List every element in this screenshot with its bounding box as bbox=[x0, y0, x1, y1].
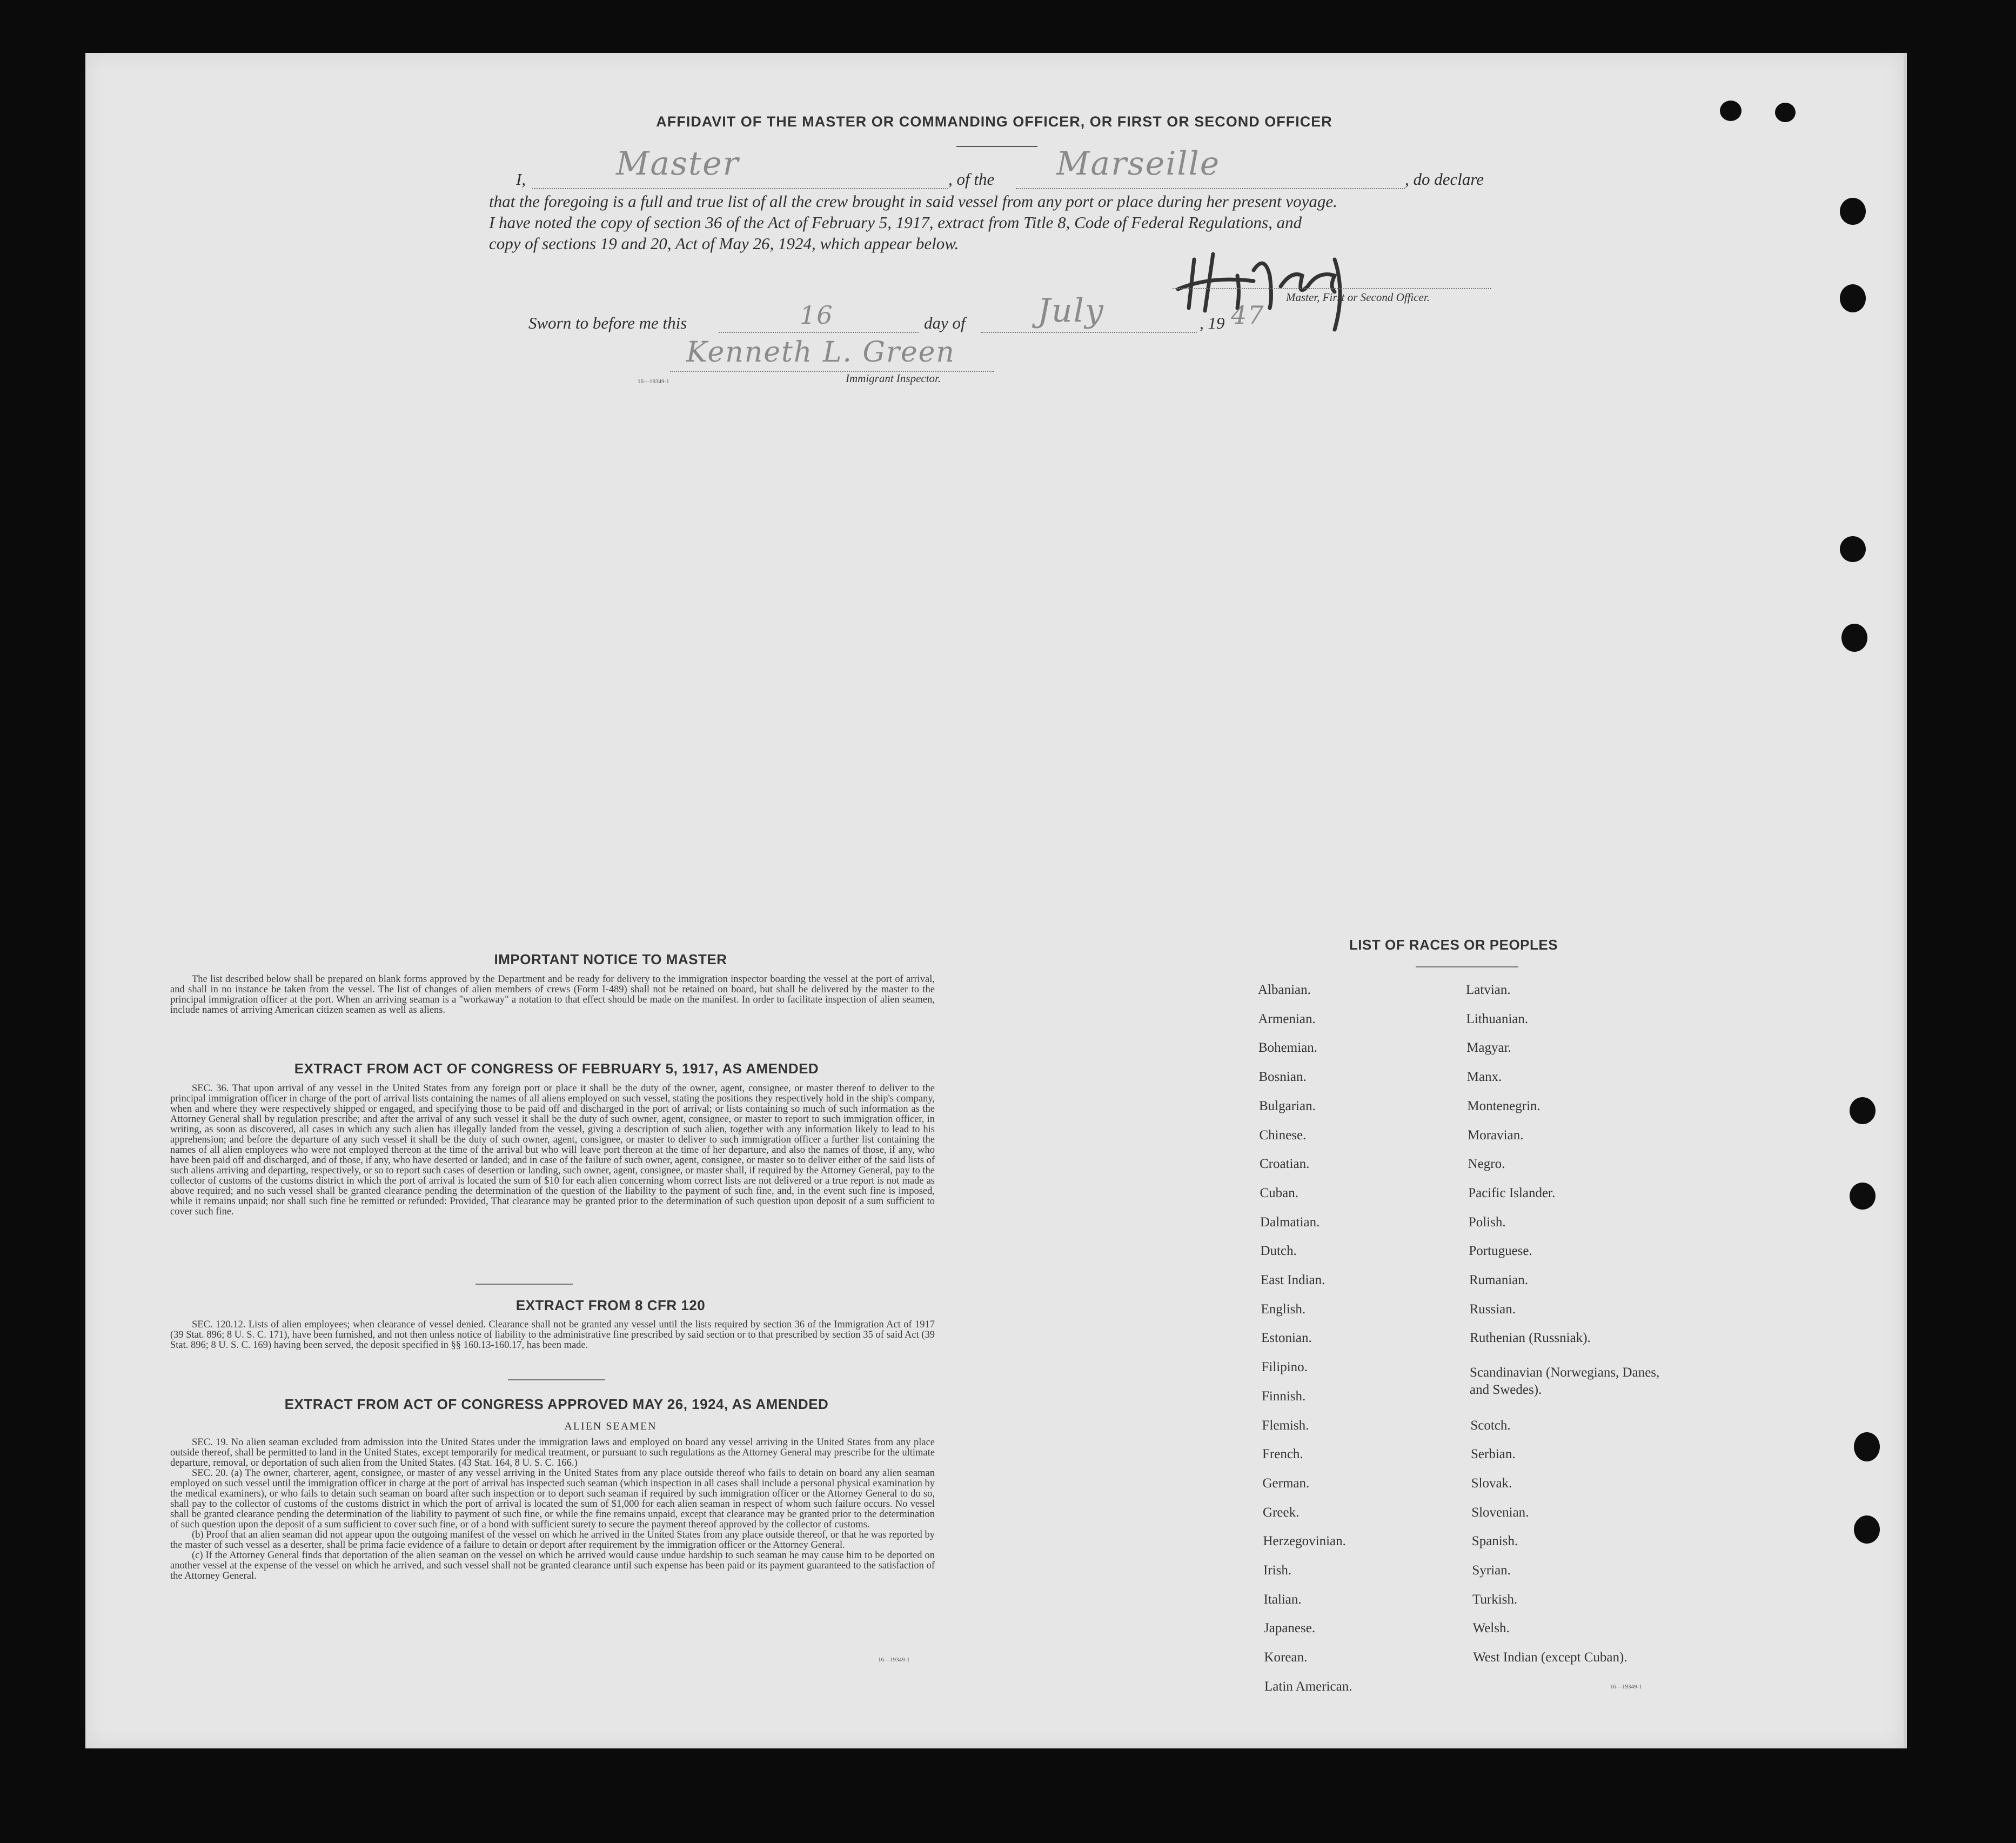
divider bbox=[508, 1379, 605, 1380]
race-item: Croatian. bbox=[1260, 1157, 1310, 1172]
race-item: Russian. bbox=[1469, 1301, 1516, 1317]
race-item: Latvian. bbox=[1466, 983, 1511, 997]
race-item: Cuban. bbox=[1260, 1185, 1299, 1200]
race-item: Bulgarian. bbox=[1259, 1098, 1316, 1113]
inspector-line bbox=[670, 371, 994, 372]
race-item: Welsh. bbox=[1472, 1621, 1510, 1636]
race-item: Moravian. bbox=[1468, 1127, 1524, 1143]
notice-body: The list described below shall be prepared on blank forms approved by the Department and be ready for delivery to the immigration inspector boarding the vessel at the port of arrival, and shall in no instance be taken from the vessel. The list of changes of alien members of crews (Form I-489) shall not be retained on board, but shall be delivered by the master to the principal immigration officer at the port. When an arriving seaman is a "workaway" a notation to that effect should be made on the manifest. In order to facilitate inspection of alien seamen, include names of arriving American citizen seamen as well as aliens. bbox=[170, 974, 935, 1016]
race-item: Bosnian. bbox=[1258, 1070, 1307, 1085]
declaration-line-4: copy of sections 19 and 20, Act of May 26, 1924, which appear below. bbox=[489, 234, 959, 253]
race-item: Italian. bbox=[1263, 1592, 1302, 1607]
sworn-year-handwritten: 47 bbox=[1231, 301, 1265, 330]
race-item: Scotch. bbox=[1470, 1418, 1511, 1433]
race-item: Lithuanian. bbox=[1466, 1011, 1529, 1026]
punch-hole bbox=[1850, 1097, 1876, 1124]
race-item: Manx. bbox=[1466, 1070, 1502, 1085]
race-item: Slovak. bbox=[1471, 1475, 1512, 1491]
declaration-prefix: I, bbox=[516, 170, 526, 189]
race-item: West Indian (except Cuban). bbox=[1473, 1650, 1627, 1665]
race-item: Estonian. bbox=[1261, 1331, 1312, 1346]
signature-caption: Master, First or Second Officer. bbox=[1286, 291, 1430, 304]
sec-20b-text: (b) Proof that an alien seaman did not appear upon the outgoing manifest of the vessel on which he arrived in the United States from any place outside thereof, or that he was reported by the master of such vessel as a deserter, shall be prima facie evidence of a failure to detain or deport after requirement by the immigration officer or the Attorney General. bbox=[170, 1530, 935, 1551]
punch-hole bbox=[1840, 198, 1866, 225]
race-item: Albanian. bbox=[1258, 983, 1311, 997]
race-item: Dutch. bbox=[1260, 1244, 1297, 1259]
race-item: Filipino. bbox=[1261, 1360, 1308, 1375]
race-item: Finnish. bbox=[1262, 1388, 1306, 1404]
race-item: Spanish. bbox=[1471, 1534, 1518, 1549]
race-item: Pacific Islander. bbox=[1468, 1185, 1556, 1200]
punch-hole bbox=[1854, 1515, 1880, 1544]
race-item: Serbian. bbox=[1471, 1447, 1516, 1462]
sworn-day-of: day of bbox=[924, 313, 966, 332]
divider bbox=[956, 146, 1037, 147]
vessel-line bbox=[1016, 188, 1405, 189]
punch-hole bbox=[1775, 103, 1796, 122]
race-item: Ruthenian (Russniak). bbox=[1470, 1331, 1591, 1346]
punch-hole bbox=[1841, 624, 1867, 652]
extract-1917-title: EXTRACT FROM ACT OF CONGRESS OF FEBRUARY 5, 1917, AS AMENDED bbox=[294, 1060, 819, 1077]
sworn-year-prefix: , 19 bbox=[1200, 313, 1225, 332]
extract-cfr-title: EXTRACT FROM 8 CFR 120 bbox=[515, 1297, 706, 1313]
declaration-line-3: I have noted the copy of section 36 of the Act of February 5, 1917, extract from Title 8, Code of Federal Regulations, and bbox=[489, 213, 1302, 232]
vessel-handwritten: Marseille bbox=[1056, 145, 1221, 183]
extract-1924-subtitle: ALIEN SEAMEN bbox=[564, 1420, 657, 1432]
race-item: Japanese. bbox=[1264, 1621, 1316, 1636]
sworn-day-handwritten: 16 bbox=[800, 301, 834, 330]
signature-line bbox=[1173, 288, 1491, 289]
race-item: Herzegovinian. bbox=[1263, 1534, 1346, 1549]
race-item: Korean. bbox=[1264, 1650, 1308, 1665]
sworn-prefix: Sworn to before me this bbox=[528, 313, 687, 332]
inspector-signature: Kenneth L. Green bbox=[686, 336, 955, 369]
race-item: Polish. bbox=[1468, 1214, 1506, 1230]
notice-title: IMPORTANT NOTICE TO MASTER bbox=[494, 951, 727, 967]
race-item: Scandinavian (Norwegians, Danes, and Swedes). bbox=[1470, 1365, 1660, 1398]
sec-20a-text: SEC. 20. (a) The owner, charterer, agent, consignee, or master of any vessel arriving in the United States from any place outside thereof who fails to detain on board any alien seaman employed on such vessel until the immigration officer in charge at the port of arrival has inspected such seaman (which inspection in all cases shall include a personal physical examination by the medical examiners), or who fails to detain such seaman on board after such inspection or to deport such seaman if required by such immigration officer or the Attorney General to do so, shall pay to the collector of customs of the customs district in which the port of arrival is located the sum of $1,000 for each alien seaman in respect of whom such failure occurs. No vessel shall be granted clearance pending the determination of the liability to payment of such fine, or while the fine remains unpaid, except that clearance may be granted prior to the determination of such question upon the deposit of a sum sufficient to cover such fine, or of a bond with sufficient surety to secure the payment thereof approved by the collector of customs. bbox=[170, 1468, 935, 1530]
declaration-line-2: that the foregoing is a full and true list of all the crew brought in said vessel from any port or place during her present voyage. bbox=[489, 192, 1337, 211]
form-number: 16—19349-1 bbox=[638, 378, 669, 385]
race-item: Negro. bbox=[1468, 1157, 1505, 1172]
master-handwritten: Master bbox=[616, 145, 740, 183]
sec-20c-text: (c) If the Attorney General finds that deportation of the alien seaman on the vessel on which he arrived would cause undue hardship to such seaman he may cause him to be deported on another vessel at the expense of the vessel on which he arrived, and such vessel shall not be granted clearance until such expense has been paid or its payment guaranteed to the satisfaction of the Attorney General. bbox=[170, 1550, 935, 1581]
race-item: Greek. bbox=[1263, 1505, 1300, 1520]
name-line bbox=[532, 188, 948, 189]
form-number: 16—19349-1 bbox=[878, 1657, 910, 1663]
inspector-caption: Immigrant Inspector. bbox=[846, 372, 941, 385]
sworn-day-line bbox=[719, 332, 919, 333]
race-item: Irish. bbox=[1263, 1563, 1292, 1578]
extract-1924-body bbox=[170, 1438, 935, 1581]
punch-hole bbox=[1854, 1432, 1880, 1461]
punch-hole bbox=[1840, 536, 1866, 562]
sec-19-text: SEC. 19. No alien seaman excluded from admission into the United States under the immigration laws and employed on board any vessel arriving in the United States from any place outside thereof, shall be permitted to land in the United States, except temporarily for medical treatment, or pursuant to such regulations as the Attorney General may prescribe for the ultimate departure, removal, or deportation of such alien from the United States. (43 Stat. 164, 8 U. S. C. 166.) bbox=[170, 1437, 935, 1468]
race-item: Turkish. bbox=[1472, 1592, 1518, 1607]
race-item: English. bbox=[1261, 1301, 1306, 1317]
race-item: Magyar. bbox=[1466, 1040, 1511, 1056]
race-item: Latin American. bbox=[1264, 1679, 1352, 1694]
extract-cfr-body: SEC. 120.12. Lists of alien employees; when clearance of vessel denied. Clearance shall not be granted any vessel until the lists required by section 36 of the Immigration Act of 1917 (39 Stat. 896; 8 U. S. C. 171), have been furnished, and not then unless notice of liability to the administrative fine prescribed by said section or to that prescribed by section 35 of said Act (39 Stat. 896; 8 U. S. C. 169) having been served, the deposit specified in §§ 160.13-160.17, has been made. bbox=[170, 1319, 935, 1351]
punch-hole bbox=[1850, 1183, 1876, 1210]
race-item: Portuguese. bbox=[1469, 1244, 1532, 1259]
races-title: LIST OF RACES OR PEOPLES bbox=[1349, 937, 1558, 953]
divider bbox=[1416, 966, 1518, 967]
race-item: Armenian. bbox=[1258, 1011, 1316, 1026]
race-item: Flemish. bbox=[1262, 1418, 1309, 1433]
sworn-month-line bbox=[981, 332, 1197, 333]
affidavit-title: AFFIDAVIT OF THE MASTER OR COMMANDING OFFICER, OR FIRST OR SECOND OFFICER bbox=[656, 113, 1332, 130]
punch-hole bbox=[1720, 101, 1742, 121]
divider bbox=[475, 1284, 573, 1285]
race-item: East Indian. bbox=[1261, 1273, 1325, 1287]
declaration-suffix: , do declare bbox=[1405, 170, 1484, 189]
form-number: 16—19349-1 bbox=[1610, 1684, 1642, 1690]
race-item: Rumanian. bbox=[1469, 1273, 1529, 1287]
extract-1924-title: EXTRACT FROM ACT OF CONGRESS APPROVED MAY 26, 1924, AS AMENDED bbox=[284, 1396, 829, 1412]
declaration-of: , of the bbox=[948, 170, 995, 189]
punch-hole bbox=[1840, 284, 1866, 312]
race-item: Montenegrin. bbox=[1467, 1098, 1541, 1113]
sworn-month-handwritten: July bbox=[1037, 292, 1104, 330]
race-item: Dalmatian. bbox=[1260, 1214, 1320, 1230]
race-item: German. bbox=[1262, 1475, 1310, 1491]
race-item: French. bbox=[1262, 1447, 1303, 1462]
race-item: Chinese. bbox=[1259, 1127, 1307, 1143]
race-item: Slovenian. bbox=[1471, 1505, 1529, 1520]
extract-1917-body: SEC. 36. That upon arrival of any vessel in the United States from any foreign port or place it shall be the duty of the owner, agent, consignee, or master thereof to deliver to the principal immigration officer in charge of the port of arrival lists containing the names of all aliens employed on such vessel, stating the positions they respectively hold in the ship's company, when and where they were respectively shipped or engaged, and specifying those to be paid off and discharged in the port of arrival; or lists containing so much of such information as the Attorney General shall by regulation prescribe; and after the arrival of any such vessel it shall be the duty of such owner, agent, consignee, or master to report to such immigration officer, in writing, as soon as discovered, all cases in which any such alien has illegally landed from the vessel, giving a description of such alien, together with any information likely to lead to his apprehension; and before the departure of any such vessel it shall be the duty of such owner, agent, consignee, or master to deliver to such immigration officer a further list containing the names of all alien employees who were not employed thereon at the time of the arrival but who will leave port thereon at the time of her departure, and also the names of those, if any, who have been paid off and discharged, and of those, if any, who have deserted or landed; and in case of the failure of such owner, agent, consignee, or master so to deliver either of the said lists of such aliens arriving and departing, respectively, or so to report such cases of desertion or landing, such owner, agent, consignee, or master shall, if required by the Attorney General, pay to the collector of customs of the customs district in which the port of arrival is located the sum of $10 for each alien concerning whom correct lists are not delivered or a true report is not made as above required; and no such vessel shall be granted clearance pending the determination of the question of the liability to the payment of such fine, and, in the event such fine is imposed, while it remains unpaid; nor shall such fine be remitted or refunded: Provided, That clearance may be granted prior to the determination of such question upon deposit of a sum sufficient to cover such fine. bbox=[170, 1083, 935, 1217]
race-item: Syrian. bbox=[1472, 1563, 1511, 1578]
page-edge bbox=[1904, 53, 1907, 1748]
race-item: Bohemian. bbox=[1258, 1040, 1318, 1056]
